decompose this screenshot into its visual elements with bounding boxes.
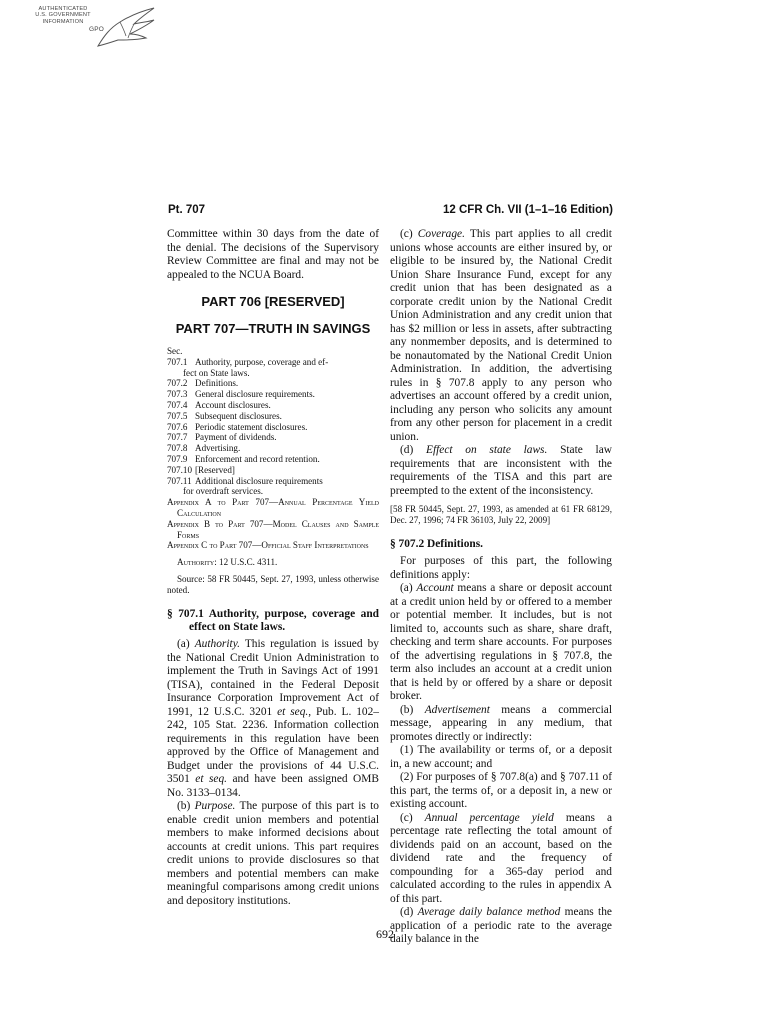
running-header xyxy=(168,204,613,220)
table-of-contents xyxy=(167,346,379,551)
toc-num: 707.3 xyxy=(167,389,188,400)
toc-item xyxy=(167,400,379,411)
para-body: This regulation is issued by the National Credit Union Administration to implement the Truth in Savings Act of 1991 (TISA), contained in the Federal Deposit Insurance Corporation Improvement Act of 1991, 12 U.S.C. 3201 xyxy=(167,638,379,718)
authority-note: Authority: 12 U.S.C. 4311. xyxy=(177,557,278,568)
right-column xyxy=(390,228,612,947)
paragraph-b-purpose xyxy=(167,800,379,908)
left-column xyxy=(167,228,379,908)
toc-text: [Reserved] xyxy=(195,464,235,475)
toc-text: Advertising. xyxy=(195,443,241,454)
para-label: (b) xyxy=(400,703,414,716)
para-title: Effect on state laws. xyxy=(426,444,548,456)
toc-num: 707.4 xyxy=(167,399,188,410)
seal-line-1: AUTHENTICATED xyxy=(38,6,88,12)
toc-num: 707.5 xyxy=(167,410,188,421)
para-label: (b) xyxy=(177,800,191,813)
toc-text: Additional disclosure requirements xyxy=(195,475,323,486)
para-body: , Pub. L. 102–242, 105 Stat. 2236. Information collection requirements in this regulation have been approved by the Office of Management and Budget under the provisions of 44 U.S.C. 3501 xyxy=(167,705,379,786)
para-title: Coverage. xyxy=(417,228,465,240)
defined-term: Account xyxy=(416,582,454,594)
toc-num: 707.7 xyxy=(167,432,188,443)
para-title: Purpose. xyxy=(194,800,236,813)
para-label: (c) xyxy=(400,228,413,240)
toc-item xyxy=(167,454,379,465)
defined-term: Advertisement xyxy=(424,703,490,716)
para-body: means a commercial message, appearing in any medium, that promotes directly or indirectly: xyxy=(390,703,612,743)
toc-num: 707.1 xyxy=(167,356,188,367)
seal-line-3: INFORMATION xyxy=(42,18,84,25)
para-body: This part applies to all credit unions whose accounts are either insured by, or eligible to be insured by, the National Credit Union Share Insurance Fund, except for any credit union that has been designated as a corporate credit union by the National Credit Union Administration and any credit union that has $2 million or less in assets, after subtracting any nonmember deposits, and is determined to be nonautomated by the National Credit Union Administration. In addition, the advertising rules in § 707.8 apply to any person who advertises an account offered by a credit union, including any person who solicits any amount from any other person for placement in a credit union. xyxy=(390,228,612,443)
definition-c-apy xyxy=(390,812,612,907)
toc-continuation: for overdraft services. xyxy=(183,486,264,497)
eagle-icon xyxy=(90,6,160,50)
toc-num: 707.9 xyxy=(167,453,188,464)
defined-term: Annual percentage yield xyxy=(424,811,554,824)
toc-text: General disclosure requirements. xyxy=(195,389,315,400)
para-body: State law requirements that are inconsistent with the requirements of the TISA and this part are preempted to the extent of the inconsistency. xyxy=(390,444,612,497)
para-label: (a) xyxy=(177,638,190,651)
et-seq: et seq. xyxy=(195,773,227,786)
toc-appendix-b: Appendix B to Part 707—Model Clauses and Sample Forms xyxy=(167,518,379,540)
header-part: Pt. 707 xyxy=(168,204,206,216)
toc-text: Subsequent disclosures. xyxy=(195,410,282,421)
para-body: means the application of a periodic rate to the average daily balance in the xyxy=(390,906,612,945)
paragraph-a-authority xyxy=(167,638,379,800)
part-706-heading: PART 706 [RESERVED] xyxy=(201,294,345,309)
toc-item xyxy=(167,378,379,389)
para-body: means a share or deposit account at a credit union held by or offered to a member or potential member. It includes, but is not limited to, accounts such as share, share draft, checking and term share accounts. For purposes of the advertising regulations in § 707.8, the term also includes an account at a credit union that is held by or offered by a share or deposit broker. xyxy=(390,582,612,702)
toc-item xyxy=(167,411,379,422)
toc-item xyxy=(167,443,379,454)
section-707-2-heading: § 707.2 Definitions. xyxy=(390,538,484,550)
toc-item xyxy=(167,432,379,443)
toc-continuation: fect on State laws. xyxy=(183,367,250,378)
amendment-citation: [58 FR 50445, Sept. 27, 1993, as amended at 61 FR 68129, Dec. 27, 1996; 74 FR 36103, July 22, 2009] xyxy=(390,504,612,525)
section-707-1-heading: § 707.1 Authority, purpose, coverage and effect on State laws. xyxy=(167,608,379,634)
para-body: means a percentage rate reflecting the total amount of dividends paid on an account, based on the dividend rate and the frequency of compounding for a 365-day period and calculated according to the rules in appendix A of this part. xyxy=(390,811,612,905)
toc-text: Definitions. xyxy=(195,378,239,389)
toc-num: 707.6 xyxy=(167,421,188,432)
toc-item xyxy=(167,357,379,368)
et-seq: et seq. xyxy=(277,705,309,718)
para-label: (d) xyxy=(400,444,414,456)
toc-item xyxy=(167,465,379,476)
definition-b-1: (1) The availability or terms of, or a deposit in, a new account; and xyxy=(390,744,612,770)
para-label: (a) xyxy=(400,582,413,594)
toc-num: 707.8 xyxy=(167,443,188,454)
definitions-intro: For purposes of this part, the following definitions apply: xyxy=(390,555,612,581)
para-body: and have been assigned OMB No. 3133–0134. xyxy=(167,773,379,799)
toc-item xyxy=(167,422,379,433)
toc-text: Enforcement and record retention. xyxy=(195,453,320,464)
definition-b-advertisement xyxy=(390,704,612,745)
toc-text: Periodic statement disclosures. xyxy=(195,421,308,432)
definition-b-2: (2) For purposes of § 707.8(a) and § 707.11 of this part, the terms of, or a deposit in, a new or existing account. xyxy=(390,771,612,810)
source-note: Source: 58 FR 50445, Sept. 27, 1993, unless otherwise noted. xyxy=(167,574,379,596)
para-body: The purpose of this part is to enable credit union members and potential members to make informed decisions about accounts at credit unions. This part requires credit unions to provide disclosures so that members and potential members can make meaningful comparisons among credit unions and depository institutions. xyxy=(167,800,379,907)
toc-text: Payment of dividends. xyxy=(195,432,277,443)
page-number: 692 xyxy=(376,927,394,941)
toc-label: Sec. xyxy=(167,346,183,356)
toc-item xyxy=(167,389,379,400)
toc-text: Authority, purpose, coverage and ef- xyxy=(195,356,329,367)
definition-a-account xyxy=(390,582,612,704)
toc-item xyxy=(167,476,379,487)
gpo-authentication-seal xyxy=(20,6,140,50)
toc-num: 707.10 xyxy=(167,464,193,475)
header-title: 12 CFR Ch. VII (1–1–16 Edition) xyxy=(443,204,613,216)
paragraph-d-state-laws xyxy=(390,444,612,498)
toc-num: 707.11 xyxy=(167,475,192,486)
toc-text: Account disclosures. xyxy=(195,399,271,410)
paragraph-c-coverage xyxy=(390,228,612,444)
para-title: Authority. xyxy=(194,638,240,651)
toc-num: 707.2 xyxy=(167,378,188,389)
para-label: (c) xyxy=(400,811,413,824)
seal-gpo: GPO xyxy=(88,26,104,34)
intro-paragraph: Committee within 30 days from the date of the denial. The decisions of the Supervisory Review Committee are final and may not be appealed to the NCUA Board. xyxy=(167,228,379,281)
part-707-heading: PART 707—TRUTH IN SAVINGS xyxy=(175,321,371,336)
toc-appendix-c: Appendix C to Part 707—Official Staff Interpretations xyxy=(167,540,369,551)
para-label: (d) xyxy=(400,906,414,918)
defined-term: Average daily balance method xyxy=(417,906,561,918)
seal-line-2: U.S. GOVERNMENT xyxy=(35,12,91,19)
toc-appendix-a: Appendix A to Part 707—Annual Percentage Yield Calculation xyxy=(167,497,379,518)
